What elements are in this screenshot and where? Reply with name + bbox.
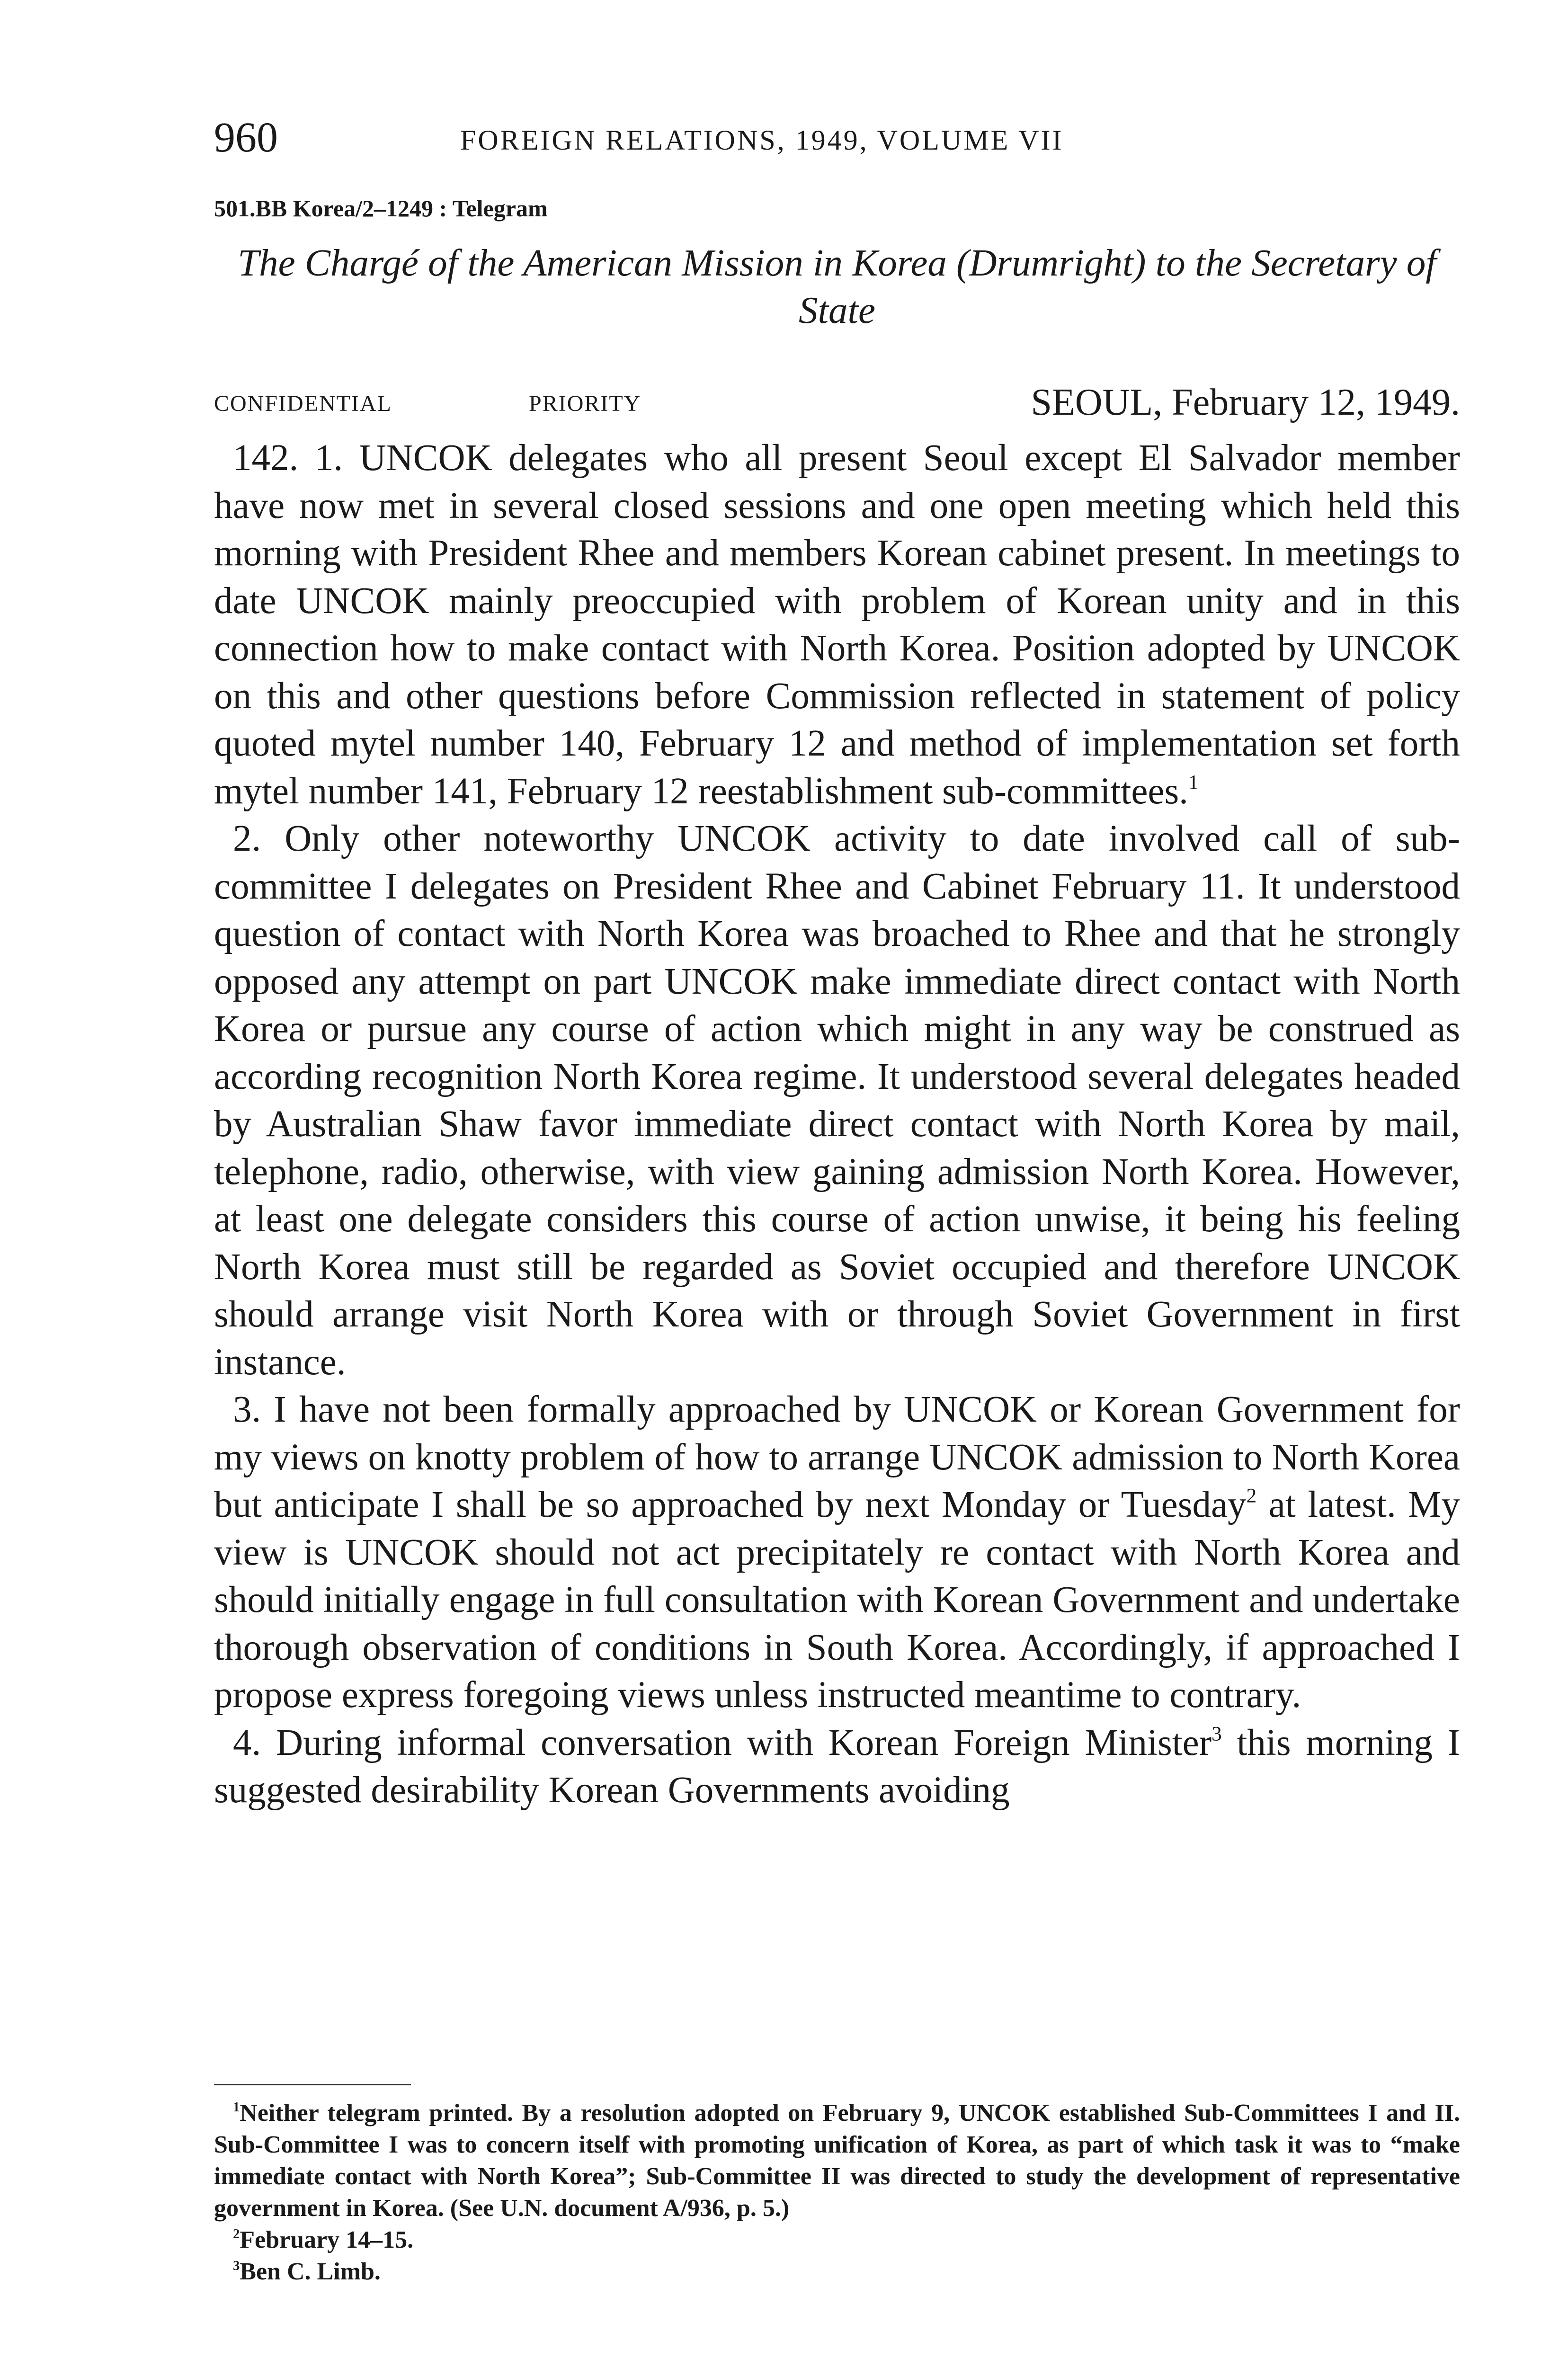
classification-label: CONFIDENTIAL (214, 391, 392, 416)
telegram-body (214, 435, 1460, 1815)
file-reference: 501.BB Korea/2–1249 : Telegram (214, 195, 548, 222)
place-date: SEOUL, February 12, 1949. (1031, 382, 1460, 423)
running-head (214, 112, 1460, 164)
page-number: 960 (214, 114, 278, 161)
footnote-2 (214, 2224, 1460, 2256)
footnote-1-text: Neither telegram printed. By a resolution adopted on February 9, UNCOK established Sub-Committees I and II. Sub-Committee I was to concern itself with promoting unification of Korea, as part of which task it was to “make immediate contact with North Korea”; Sub-Committee II was directed to study the development of representative government in Korea. (See U.N. document A/936, p. 5.) (214, 2100, 1460, 2222)
paragraph-2-text: 2. Only other noteworthy UNCOK activity to date involved call of sub-committee I delegates on President Rhee and Cabinet February 11. It understood question of contact with North Korea was broached to Rhee and that he strongly opposed any attempt on part UNCOK make immediate direct contact with North Korea or pursue any course of action which might in any way be construed as according recognition North Korea regime. It understood several delegates headed by Australian Shaw favor immediate direct contact with North Korea by mail, telephone, radio, otherwise, with view gaining admission North Korea. However, at least one delegate considers this course of action unwise, it being his feeling North Korea must still be regarded as Soviet occupied and therefore UNCOK should arrange visit North Korea with or through Soviet Government in first instance. (214, 818, 1460, 1383)
footnote-1-mark: 1 (233, 2100, 240, 2115)
footnote-3-mark: 3 (233, 2258, 240, 2273)
running-title: FOREIGN RELATIONS, 1949, VOLUME VII (460, 125, 1064, 156)
paragraph-2 (214, 815, 1460, 1386)
paragraph-1 (214, 435, 1460, 815)
footnote-3 (214, 2256, 1460, 2287)
paragraph-3 (214, 1386, 1460, 1719)
paragraph-3-text-b: at latest. My view is UNCOK should not act precipitately re contact with North Korea and should initially engage in full consultation with Korean Government and undertake thorough observation of conditions in South Korea. Accordingly, if approached I propose express foregoing views unless instructed meantime to contrary. (214, 1484, 1460, 1716)
footnotes (214, 2097, 1460, 2287)
footnote-ref-3: 3 (1212, 1722, 1222, 1745)
priority-label: PRIORITY (529, 391, 641, 416)
footnote-2-text: February 14–15. (240, 2226, 414, 2253)
paragraph-1-text: 142. 1. UNCOK delegates who all present Seoul except El Salvador member have now met in several closed sessions and one open meeting which held this morning with President Rhee and members Korean cabinet present. In meetings to date UNCOK mainly preoccupied with problem of Korean unity and in this connection how to make contact with North Korea. Position adopted by UNCOK on this and other questions before Commission reflected in statement of policy quoted mytel number 140, February 12 and method of implementation set forth mytel number 141, February 12 reestablishment sub-committees. (214, 437, 1460, 812)
paragraph-4 (214, 1719, 1460, 1815)
paragraph-3-text-a: 3. I have not been formally approached by UNCOK or Korean Government for my views on knotty problem of how to arrange UNCOK admission to North Korea but anticipate I shall be so approached by next Monday or Tuesday (214, 1389, 1460, 1525)
paragraph-4-text-b: this morning I suggested desirability Korean Governments avoiding (214, 1722, 1461, 1811)
footnote-divider (214, 2084, 411, 2085)
footnote-2-mark: 2 (233, 2226, 240, 2242)
footnote-3-text: Ben C. Limb. (240, 2258, 381, 2285)
footnote-1 (214, 2097, 1460, 2224)
footnote-ref-2: 2 (1246, 1484, 1257, 1507)
document-page (214, 0, 1460, 2367)
paragraph-4-text-a: 4. During informal conversation with Korean Foreign Minister (233, 1722, 1212, 1763)
document-title: The Chargé of the American Mission in Korea (Drumright) to the Secretary of State (238, 241, 1436, 331)
dateline (214, 379, 1460, 426)
footnote-ref-1: 1 (1188, 771, 1199, 794)
